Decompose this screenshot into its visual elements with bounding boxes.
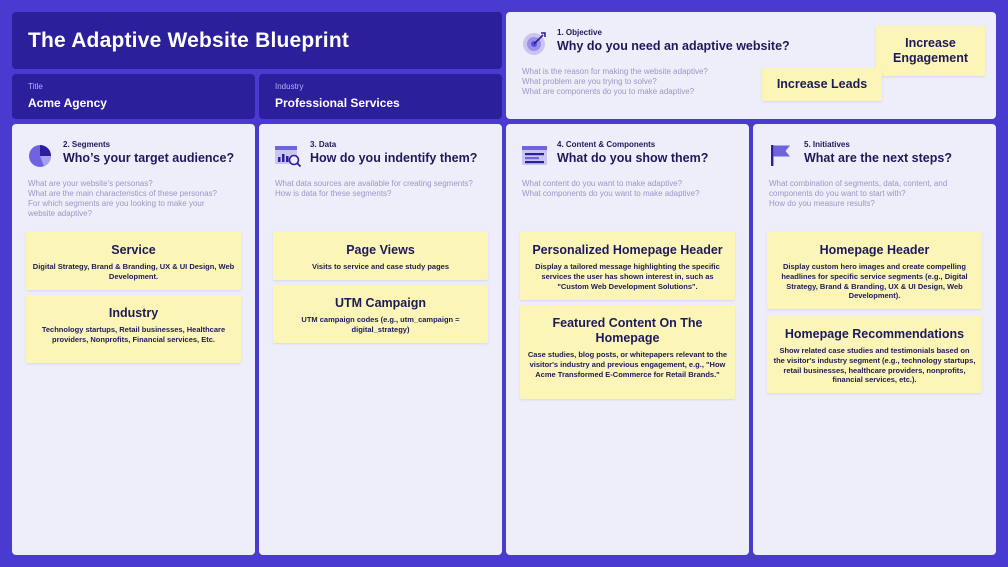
objective-prompts (522, 67, 708, 97)
initiatives-panel (753, 124, 996, 555)
sticky-note-increase-engagement[interactable]: Increase Engagement (876, 26, 985, 76)
initiatives-number: 5. Initiatives (804, 140, 850, 149)
note-body: Technology startups, Retail businesses, Healthcare providers, Nonprofits, Financial services, Etc. (41, 325, 226, 344)
note-body: Digital Strategy, Brand & Branding, UX & UI Design, Web Development. (32, 262, 235, 281)
note-body: Display a tailored message highlighting the specific services the user has shown interest in, such as "Custom Web Development Solutions". (535, 262, 720, 291)
prompt-text: For which segments are you looking to make your (28, 199, 205, 208)
prompt-text: How do you measure results? (769, 199, 875, 208)
sticky-note-featured-content[interactable] (520, 305, 735, 399)
content-question: What do you show them? (557, 151, 709, 165)
note-title: Industry (108, 306, 159, 320)
title-field[interactable] (12, 74, 255, 119)
sticky-note-increase-leads[interactable]: Increase Leads (762, 68, 882, 101)
layout-icon (522, 142, 548, 168)
note-title: Homepage Header (819, 243, 930, 257)
industry-field-value[interactable]: Professional Services (275, 96, 400, 110)
prompt-text: What are the main characteristics of these personas? (28, 189, 217, 198)
note-title: Personalized Homepage Header (532, 243, 723, 257)
initiatives-prompts (769, 179, 986, 209)
prompt-text: What content do you want to make adaptive? (522, 179, 683, 188)
prompt-text: What is the reason for making the website adaptive? (522, 67, 708, 76)
sticky-note-service[interactable] (26, 232, 241, 290)
title-field-label: Title (28, 82, 43, 91)
prompt-text: What combination of segments, data, content, and (769, 179, 948, 188)
note-title: Featured Content On The Homepage (552, 316, 703, 345)
title-field-value[interactable]: Acme Agency (28, 96, 107, 110)
target-icon (522, 30, 548, 56)
sticky-note-industry[interactable] (26, 295, 241, 363)
prompt-text: website adaptive? (28, 209, 93, 218)
prompt-text: What components do you want to make adaptive? (522, 189, 700, 198)
note-body: Display custom hero images and create compelling headlines for specific service segments (e.g., Digital Strategy, Brand & Branding, UX & UI Design, Web Development). (781, 262, 968, 301)
segments-number: 2. Segments (63, 140, 111, 149)
content-panel (506, 124, 749, 555)
prompt-text: What problem are you trying to solve? (522, 77, 657, 86)
data-search-icon (275, 142, 301, 168)
industry-field-label: Industry (275, 82, 304, 91)
note-title: Service (111, 243, 156, 257)
segments-header (28, 140, 245, 180)
data-question: How do you indentify them? (310, 151, 478, 165)
content-number: 4. Content & Components (557, 140, 656, 149)
note-body: UTM campaign codes (e.g., utm_campaign = digital_strategy) (301, 315, 460, 334)
industry-field[interactable] (259, 74, 502, 119)
initiatives-question: What are the next steps? (804, 151, 952, 165)
sticky-note-homepage-recommendations[interactable] (767, 316, 982, 393)
objective-panel (506, 12, 996, 119)
prompt-text: What data sources are available for creating segments? (275, 179, 473, 188)
note-body: Visits to service and case study pages (311, 262, 449, 271)
prompt-text: components do you want to start with? (769, 189, 906, 198)
note-title: Page Views (346, 243, 415, 257)
initiatives-header (769, 140, 986, 180)
sticky-note-utm-campaign[interactable] (273, 285, 488, 343)
sticky-note-personalized-header[interactable] (520, 232, 735, 300)
sticky-note-homepage-header[interactable] (767, 232, 982, 309)
prompt-text: What are components do you to make adaptive? (522, 87, 695, 96)
data-panel (259, 124, 502, 555)
segments-question: Who’s your target audience? (63, 151, 235, 165)
pie-chart-icon (28, 142, 54, 168)
data-number: 3. Data (310, 140, 337, 149)
segments-panel (12, 124, 255, 555)
sticky-note-page-views[interactable] (273, 232, 488, 280)
content-prompts (522, 179, 739, 199)
data-prompts (275, 179, 492, 199)
objective-number: 1. Objective (557, 28, 602, 37)
content-header (522, 140, 739, 180)
prompt-text: How is data for these segments? (275, 189, 392, 198)
note-title: UTM Campaign (335, 296, 426, 310)
note-body: Case studies, blog posts, or whitepapers relevant to the visitor's industry and previous engagement, e.g., "How Acme Transformed E-Commerce for Retail Brands." (527, 350, 728, 379)
prompt-text: What are your website's personas? (28, 179, 153, 188)
note-body: Show related case studies and testimonials based on the visitor's industry segment (e.g., technology startups, retail businesses, healthcare providers, nonprofits, financial services, etc.). (773, 346, 976, 385)
note-title: Homepage Recommendations (784, 327, 965, 341)
flag-icon (769, 142, 795, 168)
board-title-panel (12, 12, 502, 69)
segments-prompts (28, 179, 245, 219)
objective-question: Why do you need an adaptive website? (557, 39, 790, 53)
data-header (275, 140, 492, 180)
board-title: The Adaptive Website Blueprint (28, 28, 350, 52)
